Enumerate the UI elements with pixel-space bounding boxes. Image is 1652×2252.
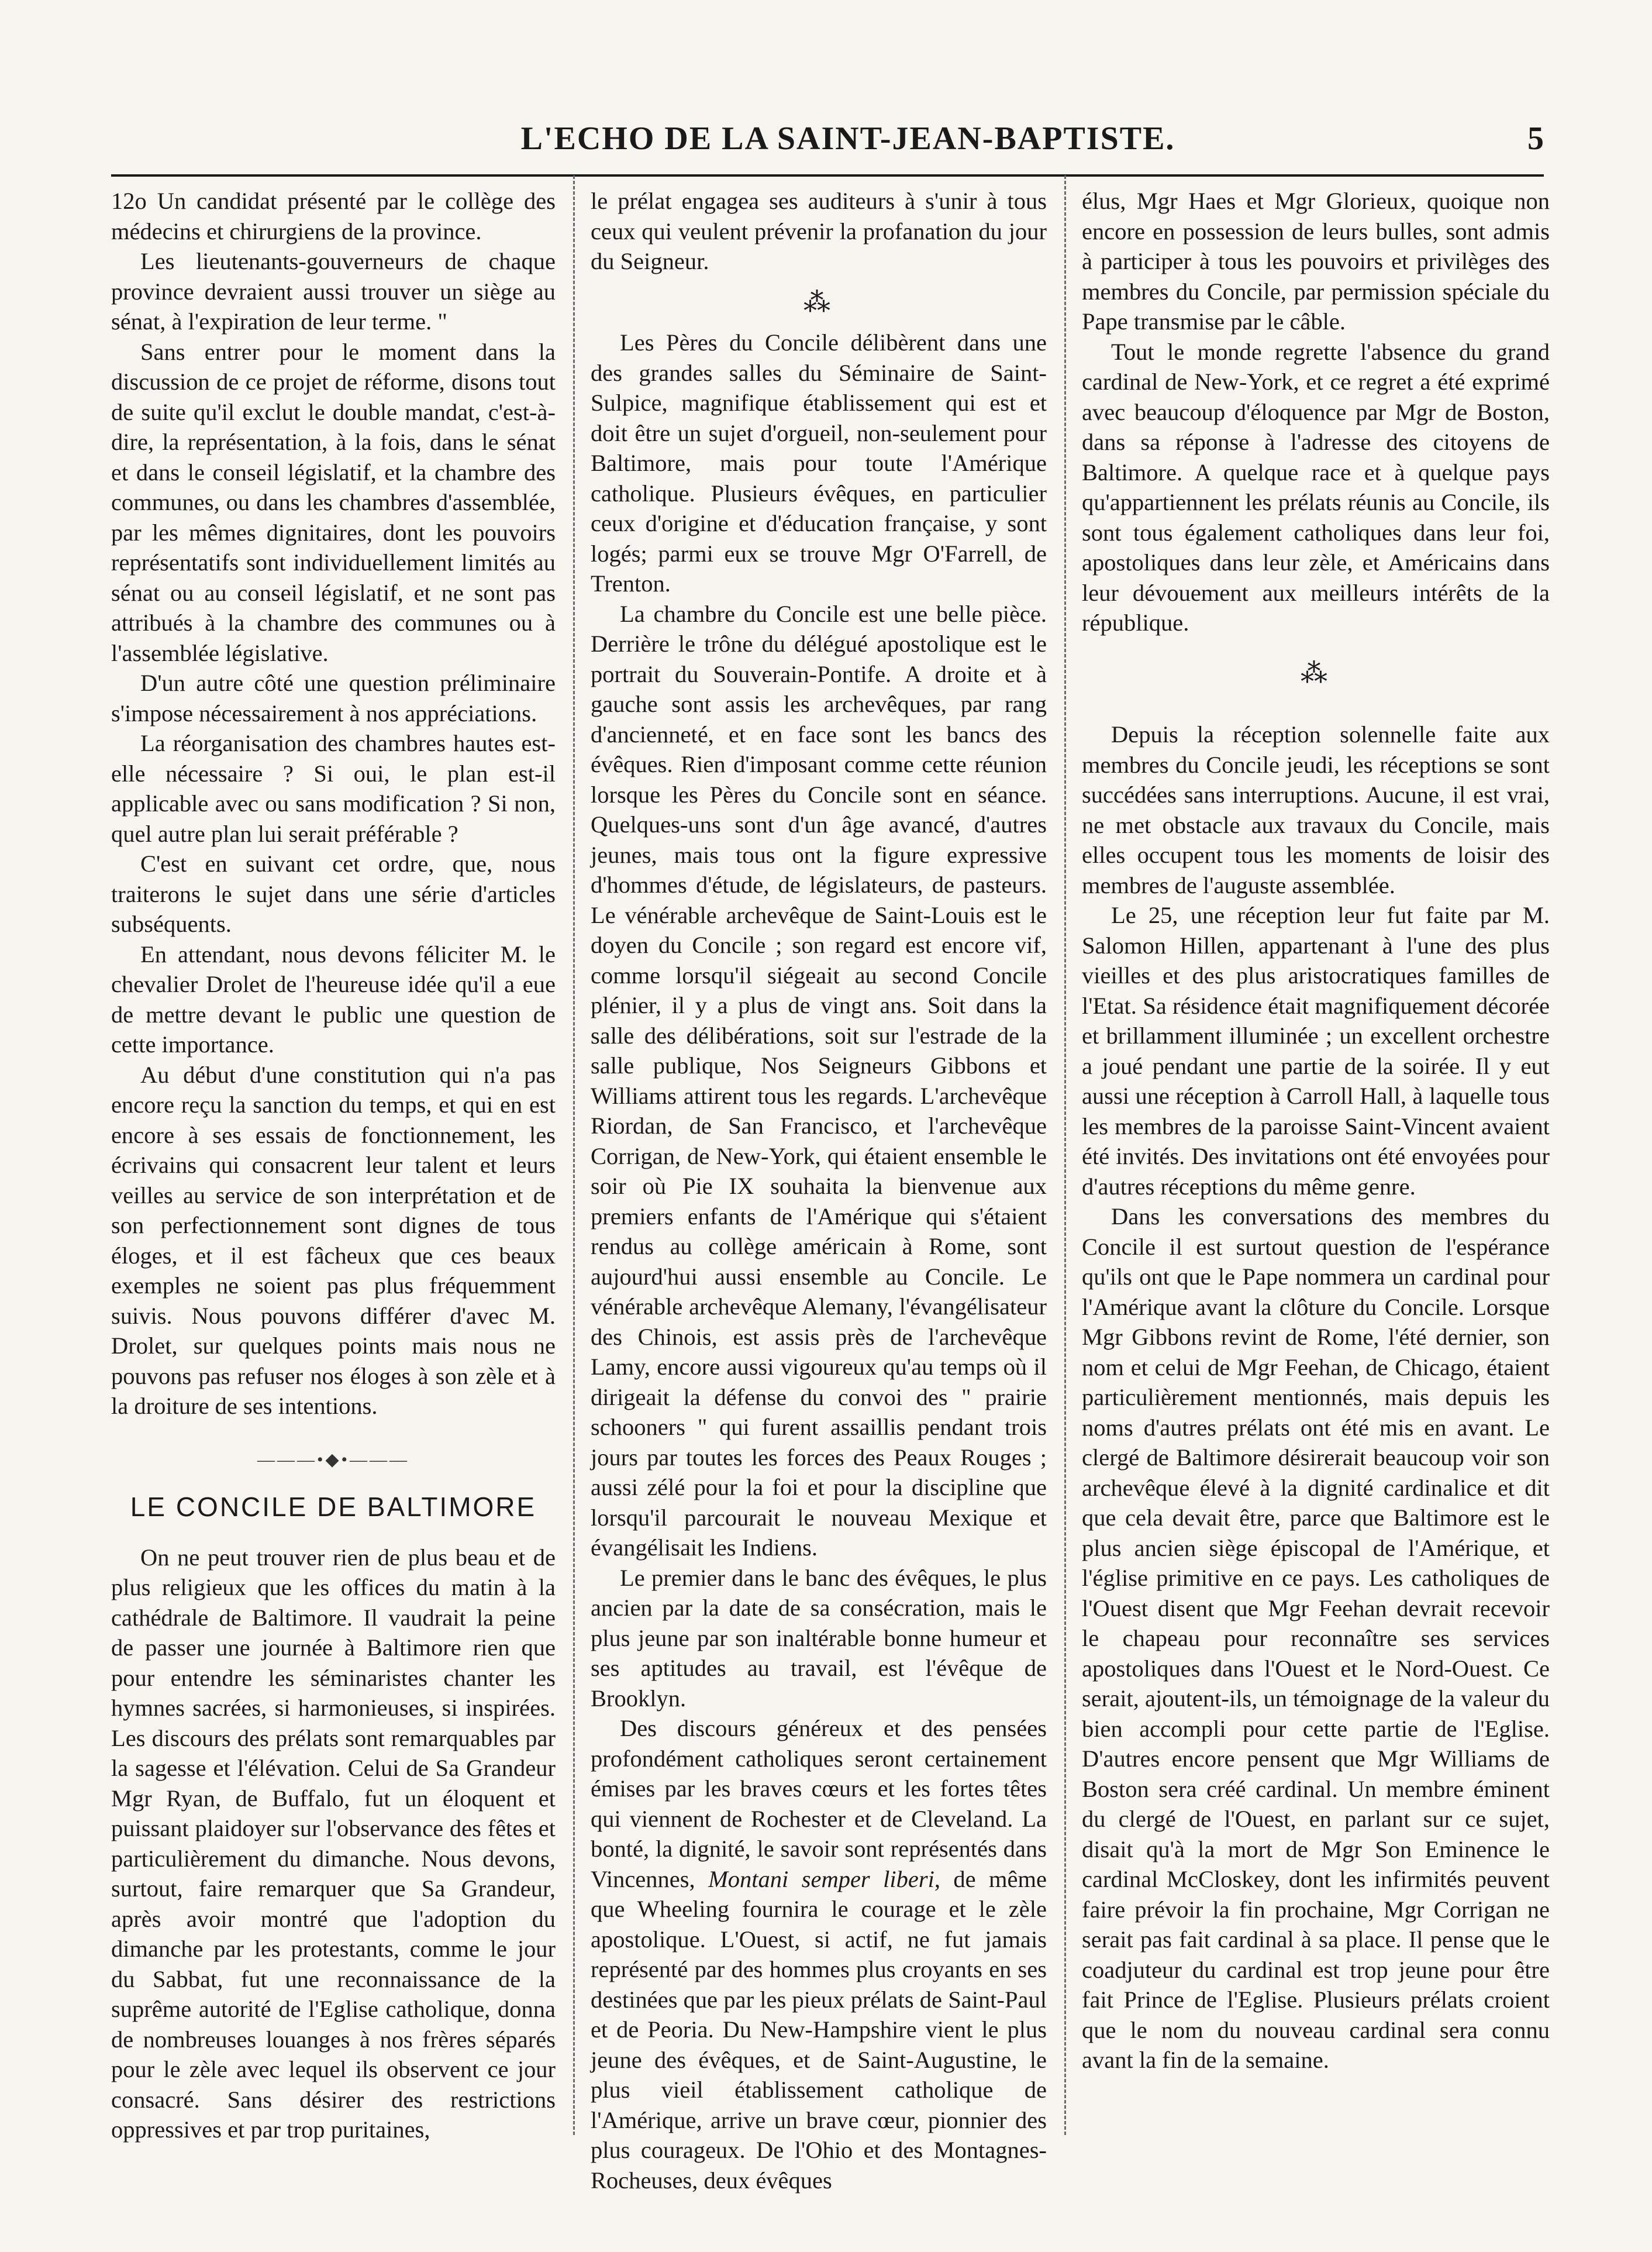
paragraph: 12o Un candidat présenté par le collège des médecins et chirurgiens de la province. — [111, 188, 556, 245]
ornamental-divider: ———•◆•——— — [257, 1449, 410, 1469]
column-3 — [1082, 186, 1550, 2075]
paragraph — [591, 1713, 1047, 2195]
paragraph: Tout le monde regrette l'absence du grand cardinal de New-York, et ce regret a été exprimé avec beaucoup d'éloquence par Mgr de Boston, dans sa réponse à l'adresse des citoyens de Baltimore. A quelque race et à quelque pays qu'appartiennent les prélats réunis au Concile, ils sont tous également catholiques dans leur foi, apostoliques dans leur zèle, et Américains dans leur dévouement aux meilleurs intérêts de la république. — [1082, 338, 1550, 636]
paragraph: D'un autre côté une question préliminaire s'impose nécessairement à nos appréciations. — [111, 670, 556, 726]
paragraph: Au début d'une constitution qui n'a pas encore reçu la sanction du temps, et qui en est encore à ses essais de fonctionnement, les écrivains qui consacrent leur talent et leurs veilles au service de son interprétation et de son perfectionnement sont dignes de tous éloges, et il est fâcheux que ces beaux exemples ne soient pas plus fréquemment suivis. Nous pouvons différer d'avec M. Drolet, sur quelques points mais nous ne pouvons pas refuser nos éloges à son zèle et à la droiture de ses intentions. — [111, 1061, 556, 1419]
paragraph: le prélat engagea ses auditeurs à s'unir à tous ceux qui veulent prévenir la profanation du jour du Seigneur. — [591, 188, 1047, 274]
paragraph-text: , de même que Wheeling fournira le courage et le zèle apostolique. L'Ouest, si actif, ne fut jamais représenté par des hommes plus croyants en ses destinées que par les pieux prélats de Saint-Paul et de Peoria. Du New-Hampshire vient le plus jeune des évêques, et de Saint-Augustine, le plus vieil établissement catholique de l'Amérique, arrive un brave cœur, pionnier des plus courageux. De l'Ohio et des Montagnes-Rocheuses, deux évêques — [591, 1865, 1047, 2194]
section-heading: LE CONCILE DE BALTIMORE — [130, 1492, 537, 1522]
asterism-separator: ⁂ — [1301, 657, 1331, 688]
column-divider-1 — [573, 175, 575, 2135]
column-2 — [591, 186, 1047, 2195]
paragraph-text: Des discours généreux et des pensées profondément catholiques seront certainement émises par les braves cœurs et les fortes têtes qui viennent de Rochester et de Cleveland. La bonté, la dignité, le savoir sont représentés dans Vincennes, — [591, 1715, 1047, 1892]
page-number: 5 — [1527, 120, 1544, 157]
column-1 — [111, 186, 556, 2145]
header-rule — [111, 174, 1544, 177]
running-head — [152, 120, 1544, 173]
running-title: L'ECHO DE LA SAINT-JEAN-BAPTISTE. — [520, 120, 1175, 157]
paragraph: élus, Mgr Haes et Mgr Glorieux, quoique non encore en possession de leurs bulles, sont admis à participer à tous les pouvoirs et privilèges des membres du Concile, par permission spéciale du Pape transmise par le câble. — [1082, 188, 1550, 335]
paragraph: Sans entrer pour le moment dans la discussion de ce projet de réforme, disons tout de suite qu'il exclut le double mandat, c'est-à-dire, la représentation, à la fois, dans le sénat et dans le conseil législatif, et la chambre des communes, ou dans les chambres d'assemblée, par les mêmes dignitaires, dont les pouvoirs représentatifs sont individuellement limités au sénat ou au conseil législatif, et ne sont pas attribués à la chambre des communes ou à l'assemblée législative. — [111, 338, 556, 666]
paragraph: La chambre du Concile est une belle pièce. Derrière le trône du délégué apostolique est le portrait du Souverain-Pontife. A droite et à gauche sont assis les archevêques, par rang d'ancienneté, et en face sont les bancs des évêques. Rien d'imposant comme cette réunion lorsque les Pères du Concile sont en séance. Quelques-uns sont d'un âge avancé, d'autres jeunes, mais tous ont la figure expressive d'hommes d'étude, de législateurs, de pasteurs. Le vénérable archevêque de Saint-Louis est le doyen du Concile ; son regard est encore vif, comme lorsqu'il siégeait au second Concile plénier, il y a plus de vingt ans. Soit dans la salle des délibérations, soit sur l'estrade de la salle publique, Nos Seigneurs Gibbons et Williams attirent tous les regards. L'archevêque Riordan, de San Francisco, et l'archevêque Corrigan, de New-York, qui étaient ensemble le soir où Pie IX souhaita la bienvenue aux premiers enfants de l'Amérique qui s'étaient rendus au collège américain à Rome, sont aujourd'hui aussi ensemble au Concile. Le vénérable archevêque Alemany, l'évangélisateur des Chinois, est assis près de l'archevêque Lamy, encore aussi vigoureux qu'au temps où il dirigeait la défense du convoi des " prairie schooners " qui furent assaillis pendant trois jours par toutes les forces des Peaux Rouges ; aussi zélé pour la foi et pour la discipline que lorsqu'il parcourait le nouveau Mexique et évangélisait les Indiens. — [591, 600, 1047, 1561]
paragraph: Les lieutenants-gouverneurs de chaque province devraient aussi trouver un siège au sénat, à l'expiration de leur terme. " — [111, 248, 556, 335]
column-divider-2 — [1064, 175, 1066, 2135]
paragraph: On ne peut trouver rien de plus beau et de plus religieux que les offices du matin à la cathédrale de Baltimore. Il vaudrait la peine de passer une journée à Baltimore rien que pour entendre les séminaristes chanter les hymnes sacrées, si harmonieuses, si inspirées. Les discours des prélats sont remarquables par la sagesse et l'élévation. Celui de Sa Grandeur Mgr Ryan, de Buffalo, fut un éloquent et puissant plaidoyer sur l'observance des fêtes et particulièrement du dimanche. Nous devons, surtout, faire remarquer que Sa Grandeur, après avoir montré que l'adoption du dimanche par les protestants, comme le jour du Sabbat, fut une reconnaissance de la suprême autorité de l'Eglise catholique, donna de nombreuses louanges à nos frères séparés pour le zèle avec lequel ils observent ce jour consacré. Sans désirer des restrictions oppressives et par trop puritaines, — [111, 1544, 556, 2143]
paragraph: Dans les conversations des membres du Concile il est surtout question de l'espérance qu'ils ont que le Pape nommera un cardinal pour l'Amérique avant la clôture du Concile. Lorsque Mgr Gibbons revint de Rome, l'été dernier, son nom et celui de Mgr Feehan, de Chicago, étaient particulièrement mentionnés, mais depuis les noms d'autres prélats ont été mis en avant. Le clergé de Baltimore désirerait beaucoup voir son archevêque élevé à la dignité cardinalice et dit que cela devait être, parce que Baltimore est le plus ancien siège épiscopal de l'Amérique, et l'église primitive en ce pays. Les catholiques de l'Ouest disent que Mgr Feehan devrait recevoir le chapeau pour reconnaître ses services apostoliques dans l'Ouest et le Nord-Ouest. Ce serait, ajoutent-ils, un témoignage de la valeur du bien accompli pour cette partie de l'Eglise. D'autres encore pensent que Mgr Williams de Boston sera créé cardinal. Un membre éminent du clergé de l'Ouest, en parlant sur ce sujet, disait qu'à la mort de Mgr Son Eminence le cardinal McCloskey, dont les infirmités peuvent faire prévoir la fin prochaine, Mgr Corrigan ne serait pas fait cardinal à sa place. Il pense que le coadjuteur du cardinal est trop jeune pour être fait Prince de l'Eglise. Plusieurs prélats croient que le nom du nouveau cardinal sera connu avant la fin de la semaine. — [1082, 1203, 1550, 2073]
paragraph: Le premier dans le banc des évêques, le plus ancien par la date de sa consécration, mais le plus jeune par son inaltérable bonne humeur et ses aptitudes au travail, est l'évêque de Brooklyn. — [591, 1564, 1047, 1712]
paragraph: En attendant, nous devons féliciter M. le chevalier Drolet de l'heureuse idée qu'il a eue de mettre devant le public une question de cette importance. — [111, 941, 556, 1058]
latin-motto: Montani semper liberi — [708, 1865, 934, 1892]
paragraph: La réorganisation des chambres hautes est-elle nécessaire ? Si oui, le plan est-il applicable avec ou sans modification ? Si non, quel autre plan lui serait préférable ? — [111, 730, 556, 847]
asterism-separator: ⁂ — [803, 287, 834, 317]
paragraph: Depuis la réception solennelle faite aux membres du Concile jeudi, les réceptions se sont succédées sans interruptions. Aucune, il est vrai, ne met obstacle aux travaux du Concile, mais elles occupent tous les moments de loisir des membres de l'auguste assemblée. — [1082, 721, 1550, 898]
paragraph: Le 25, une réception leur fut faite par M. Salomon Hillen, appartenant à l'une des plus vieilles et des plus aristocratiques familles de l'Etat. Sa résidence était magnifiquement décorée et brillamment illuminée ; un excellent orchestre a joué pendant une partie de la soirée. Il y eut aussi une réception à Carroll Hall, à laquelle tous les membres de la paroisse Saint-Vincent avaient été invités. Des invitations ont été envoyées pour d'autres réceptions du même genre. — [1082, 902, 1550, 1200]
paragraph: Les Pères du Concile délibèrent dans une des grandes salles du Séminaire de Saint-Sulpice, magnifique établissement qui est et doit être un sujet d'orgueil, non-seulement pour Baltimore, mais pour toute l'Amérique catholique. Plusieurs évêques, en particulier ceux d'origine et d'éducation française, y sont logés; parmi eux se trouve Mgr O'Farrell, de Trenton. — [591, 329, 1047, 597]
paragraph: C'est en suivant cet ordre, que, nous traiterons le sujet dans une série d'articles subséquents. — [111, 850, 556, 937]
